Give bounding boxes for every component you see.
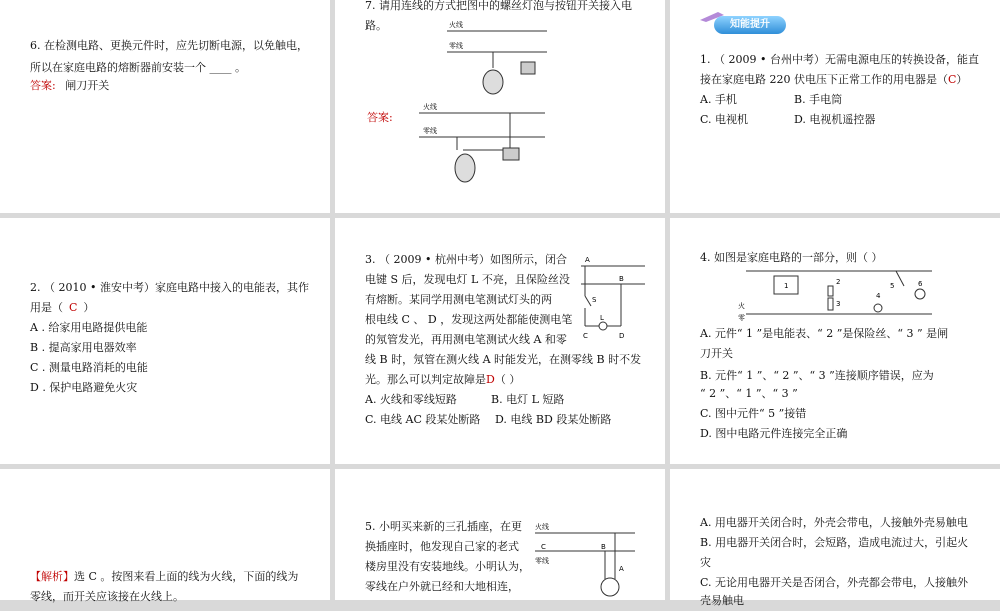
answer-label: 答案:: [30, 79, 56, 92]
q4-option-d: D. 图中电路元件连接完全正确: [700, 427, 848, 440]
q3-line6: 线 B 时，氖管在测火线 A 时能发光，在测零线 B 时不发: [365, 353, 642, 366]
panel-analysis: [0, 469, 330, 603]
q5-line2: 换插座时，他发现自己家的老式: [365, 540, 519, 553]
q2-option-c: C . 测量电路消耗的电能: [30, 361, 148, 374]
element-6: [915, 289, 925, 299]
q1-line1: 1. （ 2009 • 台州中考）无需电源电压的转换设备，能直: [700, 53, 979, 66]
q5-option-b: B. 用电器开关闭合时，会短路，造成电流过大，引起火: [700, 536, 969, 549]
label-D: D: [619, 332, 625, 340]
label-B: B: [619, 275, 624, 283]
q7-diagram: [443, 18, 583, 98]
q2-option-a: A . 给家用电路提供电能: [30, 321, 148, 334]
socket-icon: [601, 578, 619, 596]
label-C: C: [541, 543, 546, 551]
q1-option-c: C. 电视机: [700, 113, 749, 126]
label-5: 5: [890, 282, 895, 290]
q7-answer-diagram: [415, 100, 555, 190]
label-S: S: [592, 296, 597, 304]
q3-line7-close: （ ）: [494, 373, 521, 386]
q1-line2-text: 接在家庭电路 220 伏电压下正常工作的用电器是（: [700, 73, 948, 86]
label-C: C: [583, 332, 588, 340]
q5-line4: 零线在户外就已经和大地相连，: [365, 580, 519, 593]
panel-question-3: [335, 218, 665, 464]
switch-icon: [503, 148, 519, 160]
label-B: B: [601, 543, 606, 551]
q5-line3: 楼房里没有安装地线。小明认为，: [365, 560, 530, 573]
q7-answer-label: 答案:: [367, 111, 393, 124]
q3-answer: D: [486, 373, 495, 386]
zero-wire-label: 零线: [423, 127, 437, 135]
q2-option-b: B . 提高家用电器效率: [30, 341, 137, 354]
lamp-icon: [599, 322, 607, 330]
q3-line1: 3. （ 2009 • 杭州中考）如图所示，闭合: [365, 253, 567, 266]
zero-label: 零: [738, 314, 745, 322]
label-A: A: [619, 565, 624, 573]
analysis-label: 【解析】: [30, 570, 74, 583]
panel-question-4: [670, 218, 1000, 464]
q3-option-c: C. 电线 AC 段某处断路: [365, 413, 481, 426]
analysis-text: 选 C 。按图来看上面的线为火线，下面的线为: [74, 570, 299, 583]
q5-line1: 5. 小明买来新的三孔插座，在更: [365, 520, 522, 533]
q2-option-d: D . 保护电路避免火灾: [30, 381, 138, 394]
zero-wire-label: 零线: [535, 557, 549, 565]
q1-line2: [700, 70, 967, 90]
label-1: 1: [784, 282, 789, 290]
panel-question-7: [335, 0, 665, 213]
element-2: [828, 286, 833, 296]
zero-wire-label: 零线: [449, 42, 463, 50]
q5-option-b-cont: 灾: [700, 556, 711, 569]
panel-question-2: [0, 218, 330, 464]
q5-option-a: A. 用电器开关闭合时，外壳会带电，人接触外壳易触电: [700, 516, 968, 529]
label-A: A: [585, 256, 590, 264]
label-2: 2: [836, 278, 841, 286]
panel-question-1: [670, 0, 1000, 213]
panel-question-5-options: [670, 469, 1000, 607]
answer-text: 闸刀开关: [65, 79, 110, 92]
bulb-icon: [483, 70, 503, 94]
q4-option-c: C. 图中元件“ 5 ”接错: [700, 407, 807, 420]
fire-wire-label: 火线: [423, 103, 437, 111]
q2-line1: 2. （ 2010 • 淮安中考）家庭电路中接入的电能表，其作: [30, 281, 309, 294]
q4-option-b-cont: “ 2 ”、“ 1 ”、“ 3 ”: [700, 387, 798, 400]
fire-label: 火: [738, 302, 745, 310]
q3-option-a: A. 火线和零线短路: [365, 393, 457, 406]
label-4: 4: [876, 292, 881, 300]
q6-answer: [30, 76, 109, 96]
q1-line2-close: ）: [956, 73, 968, 86]
switch-icon: [521, 62, 535, 74]
q1-answer: C: [948, 73, 957, 86]
bulb-icon: [455, 154, 475, 182]
q5-option-c-cont: 壳易触电: [700, 594, 744, 607]
analysis-line2: 零线，而开关应该接在火线上。: [30, 590, 184, 603]
q6-line1: 6. 在检测电路、更换元件时，应先切断电源，以免触电，: [30, 39, 308, 52]
q6-line2: 所以在家庭电路的熔断器前安装一个 ____ 。: [30, 61, 246, 74]
label-L: L: [600, 314, 604, 322]
q2-answer: C: [69, 301, 78, 314]
q3-line5: 的氖管发光，再用测电笔测试火线 A 和零: [365, 333, 567, 346]
q2-line2-text: 用是（: [30, 301, 63, 314]
q7-line2: 路。: [365, 19, 387, 32]
q4-stem: 4. 如图是家庭电路的一部分，则（ ）: [700, 251, 883, 264]
q1-option-a: A. 手机: [700, 93, 737, 106]
q7-line1: 7. 请用连线的方式把图中的螺丝灯泡与按钮开关接入电: [365, 0, 632, 12]
q2-line2: [30, 298, 94, 318]
q4-option-a-cont: 刀开关: [700, 347, 733, 360]
q3-line4: 根电线 C 、 D ，发现这两处都能使测电笔: [365, 313, 573, 326]
q3-line2: 电键 S 后，发现电灯 L 不亮，且保险丝没: [365, 273, 570, 286]
q3-line3: 有熔断。某同学用测电笔测试灯头的两: [365, 293, 552, 306]
panel-question-6: [0, 0, 330, 213]
q1-option-d: D. 电视机遥控器: [794, 113, 876, 126]
analysis-line1: [30, 567, 298, 587]
lamp-icon: [874, 304, 882, 312]
q2-line2-close: ）: [83, 301, 95, 314]
q3-option-d: D. 电线 BD 段某处断路: [495, 413, 612, 426]
q1-option-b: B. 手电筒: [794, 93, 843, 106]
q5-option-c: C. 无论用电器开关是否闭合，外壳都会带电，人接触外: [700, 576, 969, 589]
q3-option-b: B. 电灯 L 短路: [491, 393, 565, 406]
q3-circuit-diagram: [571, 248, 651, 348]
q3-line7-text: 光。那么可以判定故障是: [365, 373, 486, 386]
q5-socket-diagram: [531, 519, 641, 599]
label-6: 6: [918, 280, 923, 288]
element-3: [828, 298, 833, 310]
q4-option-a: A. 元件“ 1 ”是电能表、“ 2 ”是保险丝、“ 3 ” 是闸: [700, 327, 949, 340]
fire-wire-label: 火线: [535, 523, 549, 531]
q3-line7: [365, 370, 520, 390]
label-3: 3: [836, 300, 841, 308]
fire-wire-label: 火线: [449, 21, 463, 29]
q4-option-b: B. 元件“ 1 ”、“ 2 ”、“ 3 ”连接顺序错误，应为: [700, 369, 934, 382]
section-badge: 知能提升: [714, 16, 786, 34]
panel-question-5: [335, 469, 665, 600]
